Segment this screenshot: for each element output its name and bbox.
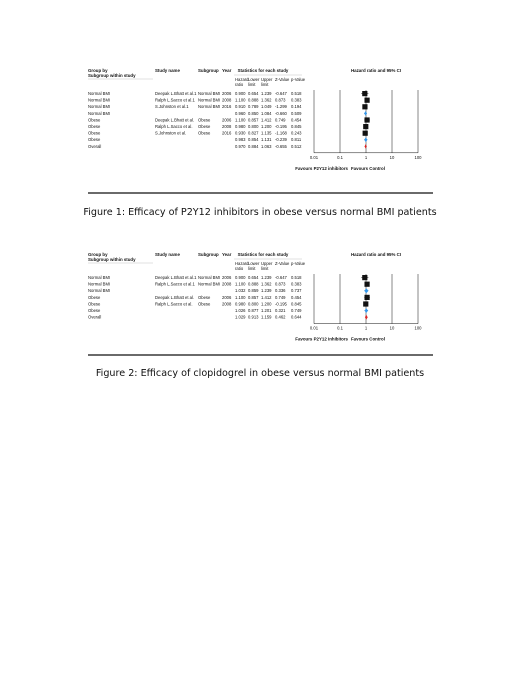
row-p-value: 0.845 — [291, 124, 302, 129]
header-subgroup-within: Subgroup within study — [88, 73, 136, 78]
row-subgroup: Normal BMI — [198, 275, 221, 280]
row-hazard-ratio: 1.100 — [235, 117, 246, 123]
row-z-value: 0.749 — [275, 294, 286, 300]
row-year: 2008 — [222, 301, 232, 307]
row-year: 2008 — [222, 281, 232, 287]
row-p-value: 0.518 — [291, 91, 302, 96]
row-upper-limit: 1.063 — [261, 143, 272, 149]
row-upper-limit: 1.159 — [261, 314, 272, 320]
row-hazard-ratio: 0.960 — [235, 110, 246, 116]
x-tick-label: 100 — [414, 325, 422, 331]
study-marker — [364, 282, 369, 287]
row-lower-limit: 0.888 — [248, 97, 259, 103]
header-group-by: Group by — [88, 252, 108, 257]
row-upper-limit: 1.239 — [261, 288, 272, 294]
table-row — [88, 111, 367, 116]
row-subgroup: Normal BMI — [198, 97, 221, 103]
row-hazard-ratio: 1.026 — [235, 308, 246, 313]
row-group: Obese — [88, 294, 101, 300]
row-upper-limit: 1.200 — [261, 124, 272, 129]
header-plot-title: Hazard ratio and 95% CI — [350, 68, 402, 73]
table-row — [88, 275, 368, 280]
x-tick-label: 0.1 — [337, 325, 343, 331]
x-tick-label: 10 — [389, 325, 395, 331]
row-p-value: 0.383 — [291, 97, 302, 103]
row-subgroup: Obese — [198, 124, 211, 129]
table-row — [88, 91, 368, 96]
header-stat-col: Upper — [261, 261, 273, 266]
header-study-name: Study name — [155, 252, 180, 257]
row-study: Deepak L.Bhatt et al.1 — [155, 275, 197, 280]
row-study: Ralph L.Sacco et al.1 — [155, 281, 195, 287]
header-stat-col: Lower — [248, 77, 260, 82]
row-lower-limit: 0.913 — [248, 314, 259, 320]
row-group: Normal BMI — [88, 281, 111, 287]
row-year: 2008 — [222, 124, 232, 129]
table-row — [88, 98, 370, 103]
row-lower-limit: 0.827 — [248, 130, 259, 136]
row-group: Normal BMI — [88, 91, 111, 96]
row-upper-limit: 1.135 — [261, 130, 272, 136]
row-lower-limit: 0.850 — [248, 110, 259, 116]
row-hazard-ratio: 1.032 — [235, 288, 246, 294]
study-marker — [363, 124, 368, 129]
row-subgroup: Normal BMI — [198, 104, 221, 110]
header-stat-col: Z-Value — [275, 261, 290, 266]
row-lower-limit: 0.789 — [248, 104, 259, 110]
x-tick-label: 0.1 — [337, 154, 343, 160]
row-p-value: 0.383 — [291, 281, 302, 287]
row-group: Obese — [88, 301, 101, 307]
row-z-value: -0.195 — [275, 124, 287, 129]
row-study: S.Johnston et al. — [155, 130, 187, 136]
row-z-value: -0.239 — [275, 137, 287, 143]
subtotal-diamond — [364, 288, 368, 293]
row-year: 2006 — [222, 117, 232, 123]
row-z-value: 0.462 — [275, 314, 286, 320]
row-p-value: 0.454 — [291, 294, 302, 300]
table-row — [88, 301, 368, 306]
header-year: Year — [222, 252, 232, 257]
row-study: Ralph L.Sacco et al.1 — [155, 97, 195, 103]
figure-2-forest-plot — [88, 250, 433, 356]
header-study-name: Study name — [155, 68, 180, 73]
row-z-value: -0.647 — [275, 91, 287, 96]
row-hazard-ratio: 0.900 — [235, 91, 246, 96]
row-p-value: 0.509 — [291, 110, 302, 116]
row-hazard-ratio: 0.970 — [235, 143, 246, 149]
row-z-value: 0.873 — [275, 281, 286, 287]
row-hazard-ratio: 0.983 — [235, 137, 246, 143]
row-year: 2006 — [222, 294, 232, 300]
row-group: Normal BMI — [88, 275, 111, 280]
row-upper-limit: 1.362 — [261, 97, 272, 103]
row-lower-limit: 0.857 — [248, 117, 259, 123]
x-tick-label: 1 — [364, 154, 368, 160]
table-row — [88, 104, 368, 109]
subtotal-diamond — [364, 137, 367, 142]
study-marker — [364, 295, 369, 300]
row-lower-limit: 0.884 — [248, 143, 259, 149]
figure-2-caption: Figure 2: Efficacy of clopidogrel in obese versus normal BMI patients — [95, 368, 425, 379]
row-hazard-ratio: 1.100 — [235, 294, 246, 300]
x-tick-label: 10 — [389, 154, 395, 160]
row-hazard-ratio: 1.029 — [235, 314, 246, 320]
row-z-value: -1.299 — [275, 104, 287, 110]
row-p-value: 0.845 — [291, 301, 302, 307]
row-year: 2006 — [222, 275, 232, 280]
row-study: Ralph L.Sacco et al. — [155, 301, 193, 307]
row-study: S.Johnston et al.1 — [155, 104, 189, 110]
row-subgroup: Obese — [198, 130, 211, 136]
header-stat-col-sub: limit — [248, 82, 256, 87]
favours-right-label: Favours Control — [351, 165, 385, 171]
row-year: 2016 — [222, 104, 232, 110]
table-row — [88, 131, 368, 136]
x-tick-label: 0.01 — [309, 325, 319, 331]
favours-right-label: Favours Control — [351, 336, 385, 342]
row-p-value: 0.243 — [291, 130, 302, 136]
row-z-value: -0.195 — [275, 301, 287, 307]
row-hazard-ratio: 0.980 — [235, 301, 246, 307]
row-hazard-ratio: 0.900 — [235, 275, 246, 280]
favours-left-label: Favours P2Y12 inhibitors — [295, 165, 348, 171]
row-z-value: -0.647 — [275, 275, 287, 280]
overall-diamond — [365, 144, 367, 149]
row-study: Ralph L.Sacco et al. — [155, 124, 193, 129]
row-p-value: 0.194 — [291, 104, 302, 110]
study-marker — [362, 275, 367, 280]
study-marker — [362, 104, 367, 109]
header-statistics: Statistics for each study — [237, 68, 289, 73]
header-stat-col-sub: limit — [261, 82, 269, 87]
row-group: Obese — [88, 124, 101, 129]
row-year: 2006 — [222, 91, 232, 96]
row-group: Obese — [88, 308, 101, 313]
row-hazard-ratio: 1.100 — [235, 97, 246, 103]
row-p-value: 0.737 — [291, 288, 302, 294]
header-subgroup-within: Subgroup within study — [88, 257, 136, 262]
header-plot-title: Hazard ratio and 95% CI — [350, 252, 402, 257]
row-z-value: 0.336 — [275, 288, 286, 294]
row-upper-limit: 1.049 — [261, 104, 272, 110]
row-p-value: 0.644 — [291, 314, 302, 320]
row-upper-limit: 1.131 — [261, 137, 272, 143]
row-z-value: -1.168 — [275, 130, 287, 136]
row-subgroup: Normal BMI — [198, 281, 221, 287]
header-stat-col-sub: ratio — [235, 82, 244, 87]
row-p-value: 0.811 — [291, 137, 302, 143]
study-marker — [363, 131, 368, 136]
study-marker — [364, 117, 369, 122]
study-marker — [364, 98, 369, 103]
figure-1-forest-plot — [88, 66, 433, 194]
row-group: Obese — [88, 117, 101, 123]
header-subgroup: Subgroup — [198, 252, 219, 257]
row-lower-limit: 0.877 — [248, 308, 259, 313]
row-study: Deepak L.Bhatt et al. — [155, 117, 195, 123]
row-p-value: 0.454 — [291, 117, 302, 123]
row-lower-limit: 0.800 — [248, 124, 259, 129]
row-upper-limit: 1.362 — [261, 281, 272, 287]
x-tick-label: 100 — [414, 154, 422, 160]
row-upper-limit: 1.084 — [261, 110, 272, 116]
table-row — [88, 124, 368, 129]
table-row — [88, 282, 370, 287]
row-p-value: 0.512 — [291, 143, 302, 149]
favours-left-label: Favours P2Y12 inhibitors — [295, 336, 348, 342]
row-group: Overall — [88, 314, 102, 320]
overall-diamond — [365, 315, 368, 320]
header-stat-col: Z-Value — [275, 77, 290, 82]
header-group-by: Group by — [88, 68, 108, 73]
row-upper-limit: 1.239 — [261, 91, 272, 96]
table-row — [88, 295, 370, 300]
row-hazard-ratio: 1.100 — [235, 281, 246, 287]
row-group: Overall — [88, 143, 102, 149]
row-study: Deepak L.Bhatt et al.1 — [155, 91, 197, 96]
row-study: Deepak L.Bhatt et al. — [155, 294, 195, 300]
study-marker — [363, 301, 368, 306]
row-upper-limit: 1.239 — [261, 275, 272, 280]
header-stat-col-sub: ratio — [235, 266, 244, 271]
subtotal-diamond — [364, 111, 367, 116]
header-statistics: Statistics for each study — [237, 252, 289, 257]
table-row — [88, 288, 368, 293]
header-stat-col-sub: limit — [261, 266, 269, 271]
row-lower-limit: 0.654 — [248, 91, 259, 96]
row-upper-limit: 1.412 — [261, 294, 272, 300]
row-p-value: 0.749 — [291, 308, 302, 313]
row-group: Normal BMI — [88, 288, 111, 294]
row-p-value: 0.518 — [291, 275, 302, 280]
table-row — [88, 308, 368, 313]
row-subgroup: Obese — [198, 294, 211, 300]
header-stat-col: p-Value — [291, 261, 306, 266]
row-lower-limit: 0.857 — [248, 294, 259, 300]
row-year: 2016 — [222, 130, 232, 136]
row-hazard-ratio: 0.930 — [235, 130, 246, 136]
row-hazard-ratio: 0.980 — [235, 124, 246, 129]
row-group: Normal BMI — [88, 104, 111, 110]
figure-1-caption: Figure 1: Efficacy of P2Y12 inhibitors in obese versus normal BMI patients — [83, 207, 437, 218]
row-upper-limit: 1.412 — [261, 117, 272, 123]
row-year: 2008 — [222, 97, 232, 103]
x-tick-label: 1 — [364, 325, 368, 331]
header-stat-col: Hazard — [235, 261, 249, 266]
row-lower-limit: 0.888 — [248, 281, 259, 287]
header-year: Year — [222, 68, 232, 73]
table-row — [88, 117, 370, 122]
study-marker — [362, 91, 367, 96]
header-stat-col: p-Value — [291, 77, 306, 82]
row-z-value: -0.660 — [275, 110, 287, 116]
header-stat-col-sub: limit — [248, 266, 256, 271]
row-subgroup: Normal BMI — [198, 91, 221, 96]
row-z-value: 0.873 — [275, 97, 286, 103]
row-lower-limit: 0.654 — [248, 275, 259, 280]
row-subgroup: Obese — [198, 117, 211, 123]
table-row — [88, 315, 368, 320]
row-lower-limit: 0.854 — [248, 137, 259, 143]
row-z-value: -0.655 — [275, 143, 287, 149]
row-upper-limit: 1.201 — [261, 308, 272, 313]
row-hazard-ratio: 0.910 — [235, 104, 246, 110]
row-group: Normal BMI — [88, 110, 111, 116]
table-row — [88, 137, 367, 142]
header-subgroup: Subgroup — [198, 68, 219, 73]
row-group: Obese — [88, 130, 101, 136]
row-subgroup: Obese — [198, 301, 211, 307]
x-tick-label: 0.01 — [309, 154, 319, 160]
row-group: Obese — [88, 137, 101, 143]
header-stat-col: Hazard — [235, 77, 249, 82]
row-lower-limit: 0.859 — [248, 288, 259, 294]
table-row — [88, 144, 367, 149]
row-upper-limit: 1.200 — [261, 301, 272, 307]
header-stat-col: Lower — [248, 261, 260, 266]
row-group: Normal BMI — [88, 97, 111, 103]
row-lower-limit: 0.800 — [248, 301, 259, 307]
header-stat-col: Upper — [261, 77, 273, 82]
subtotal-diamond — [365, 308, 369, 313]
row-z-value: 0.749 — [275, 117, 286, 123]
row-z-value: 0.321 — [275, 308, 286, 313]
